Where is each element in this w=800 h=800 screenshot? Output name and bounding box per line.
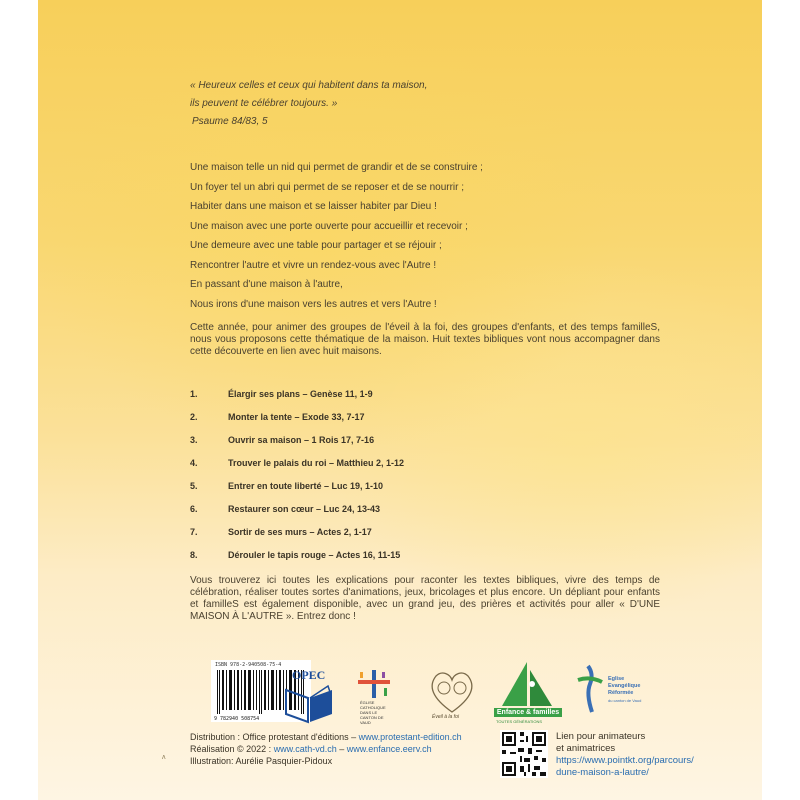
quote-line-1: « Heureux celles et ceux qui habitent dans ta maison, [190,80,428,91]
illustration-credit: Illustration: Aurélie Pasquier-Pidoux [190,756,333,766]
qr-code-icon [500,730,548,778]
barcode-digits: 9 782940 508754 [214,716,260,722]
distribution-line [190,731,462,743]
quote-line-2: ils peuvent te célébrer toujours. » [190,98,338,109]
book-back-cover [38,0,762,800]
list-item [190,527,404,550]
realisation-separator: – [336,744,347,754]
poem-line: Un foyer tel un abri qui permet de se reposer et de se nourrir ; [190,181,465,193]
list-number: 2. [190,412,198,422]
poem-line: Une demeure avec une table pour partager et se réjouir ; [190,240,442,251]
list-item [190,458,404,481]
opec-logo-text: OPEC [292,668,326,682]
enfance-eerv-link[interactable]: www.enfance.eerv.ch [346,744,432,754]
list-text: Entrer en toute liberté – Luc 19, 1-10 [228,481,384,491]
poem-line: Une maison avec une porte ouverte pour accueillir et recevoir ; [190,220,468,232]
opec-book-icon [282,684,336,724]
list-number: 4. [190,458,198,468]
list-text: Sortir de ses murs – Actes 2, 1-17 [228,527,372,537]
qr-caption [556,731,694,779]
eerv-logo [576,664,652,726]
qr-caption-line-2: et animatrices [556,743,616,754]
eerv-cross-icon [576,664,606,714]
eglise-catholique-text: ÉGLISE CATHOLIQUE DANS LE CANTON DE VAUD [360,700,386,725]
poem [190,158,483,314]
list-number: 8. [190,550,198,560]
cross-rays-icon [354,670,394,698]
poem-line: Rencontrer l'autre et vivre un rendez-vous avec l'Autre ! [190,259,437,271]
corner-mark: ʌ [162,754,166,761]
eveil-a-la-foi-logo [422,666,482,726]
qr-caption-line-1: Lien pour animateurs [556,731,646,742]
list-text: Dérouler le tapis rouge – Actes 16, 11-15 [228,550,401,560]
poem-line: Habiter dans une maison et se laisser habiter par Dieu ! [190,201,437,212]
enfance-familles-subtext: TOUTES GÉNÉRATIONS [496,719,543,724]
list-item [190,504,404,527]
eerv-subtext: du canton de Vaud [608,698,642,703]
poem-line: Nous irons d'une maison vers les autres et vers l'Autre ! [190,298,437,310]
intro-paragraph: Cette année, pour animer des groupes de l'éveil à la foi, des groupes d'enfants, et des temps familleS, nous vous proposons cette thématique de la maison. Huit textes bibliques vont nous accompagner dans cette découverte en lien avec huit maisons. [190,322,660,357]
eerv-text: Eglise Evangélique Réformée [608,676,641,696]
chapter-list [190,389,404,573]
outro-paragraph: Vous trouverez ici toutes les explications pour raconter les textes bibliques, vivre des temps de célébration, réaliser toutes sortes d'animations, jeux, bricolages et plus encore. Un dépliant pour enfants et familleS est également disponible, avec un grand jeu, des prières et activités pour aller « D'UNE MAISON À L'AUTRE ». Entrez donc ! [190,575,660,622]
list-item [190,481,404,504]
list-text: Ouvrir sa maison – 1 Rois 17, 7-16 [228,435,375,445]
list-number: 6. [190,504,198,514]
realisation-label: Réalisation © 2022 : [190,744,274,754]
credits [190,731,462,767]
list-item [190,435,404,458]
enfance-familles-text: Enfance & familles [494,708,562,717]
list-number: 7. [190,527,198,537]
list-text: Élargir ses plans – Genèse 11, 1-9 [228,389,373,399]
list-number: 3. [190,435,198,445]
distribution-label: Distribution : Office protestant d'éditions – [190,732,359,742]
opec-logo [280,666,338,726]
cath-vd-link[interactable]: www.cath-vd.ch [273,744,337,754]
list-item [190,550,404,573]
realisation-line [190,743,462,755]
enfance-familles-logo [492,660,562,726]
eglise-catholique-logo [348,666,402,726]
distribution-link[interactable]: www.protestant-edition.ch [358,732,462,742]
list-item [190,412,404,435]
list-item [190,389,404,412]
psalm-quote [190,77,427,131]
list-text: Restaurer son cœur – Luc 24, 13-43 [228,504,381,514]
qr-code[interactable] [500,730,548,778]
poem-line: En passant d'une maison à l'autre, [190,279,343,290]
faces-heart-icon [422,666,482,716]
poem-line: Une maison telle un nid qui permet de grandir et de se construire ; [190,162,483,173]
list-text: Trouver le palais du roi – Matthieu 2, 1-12 [228,458,405,468]
list-text: Monter la tente – Exode 33, 7-17 [228,412,365,422]
quote-reference: Psaume 84/83, 5 [192,116,268,127]
sailboat-icon [492,660,562,710]
eveil-text: Éveil à la foi [432,714,459,720]
pointkt-link-2[interactable]: dune-maison-a-lautre/ [556,767,649,778]
pointkt-link-1[interactable]: https://www.pointkt.org/parcours/ [556,755,694,766]
list-number: 5. [190,481,198,491]
list-number: 1. [190,389,198,399]
isbn-label: ISBN 978-2-940508-75-4 [215,662,282,668]
